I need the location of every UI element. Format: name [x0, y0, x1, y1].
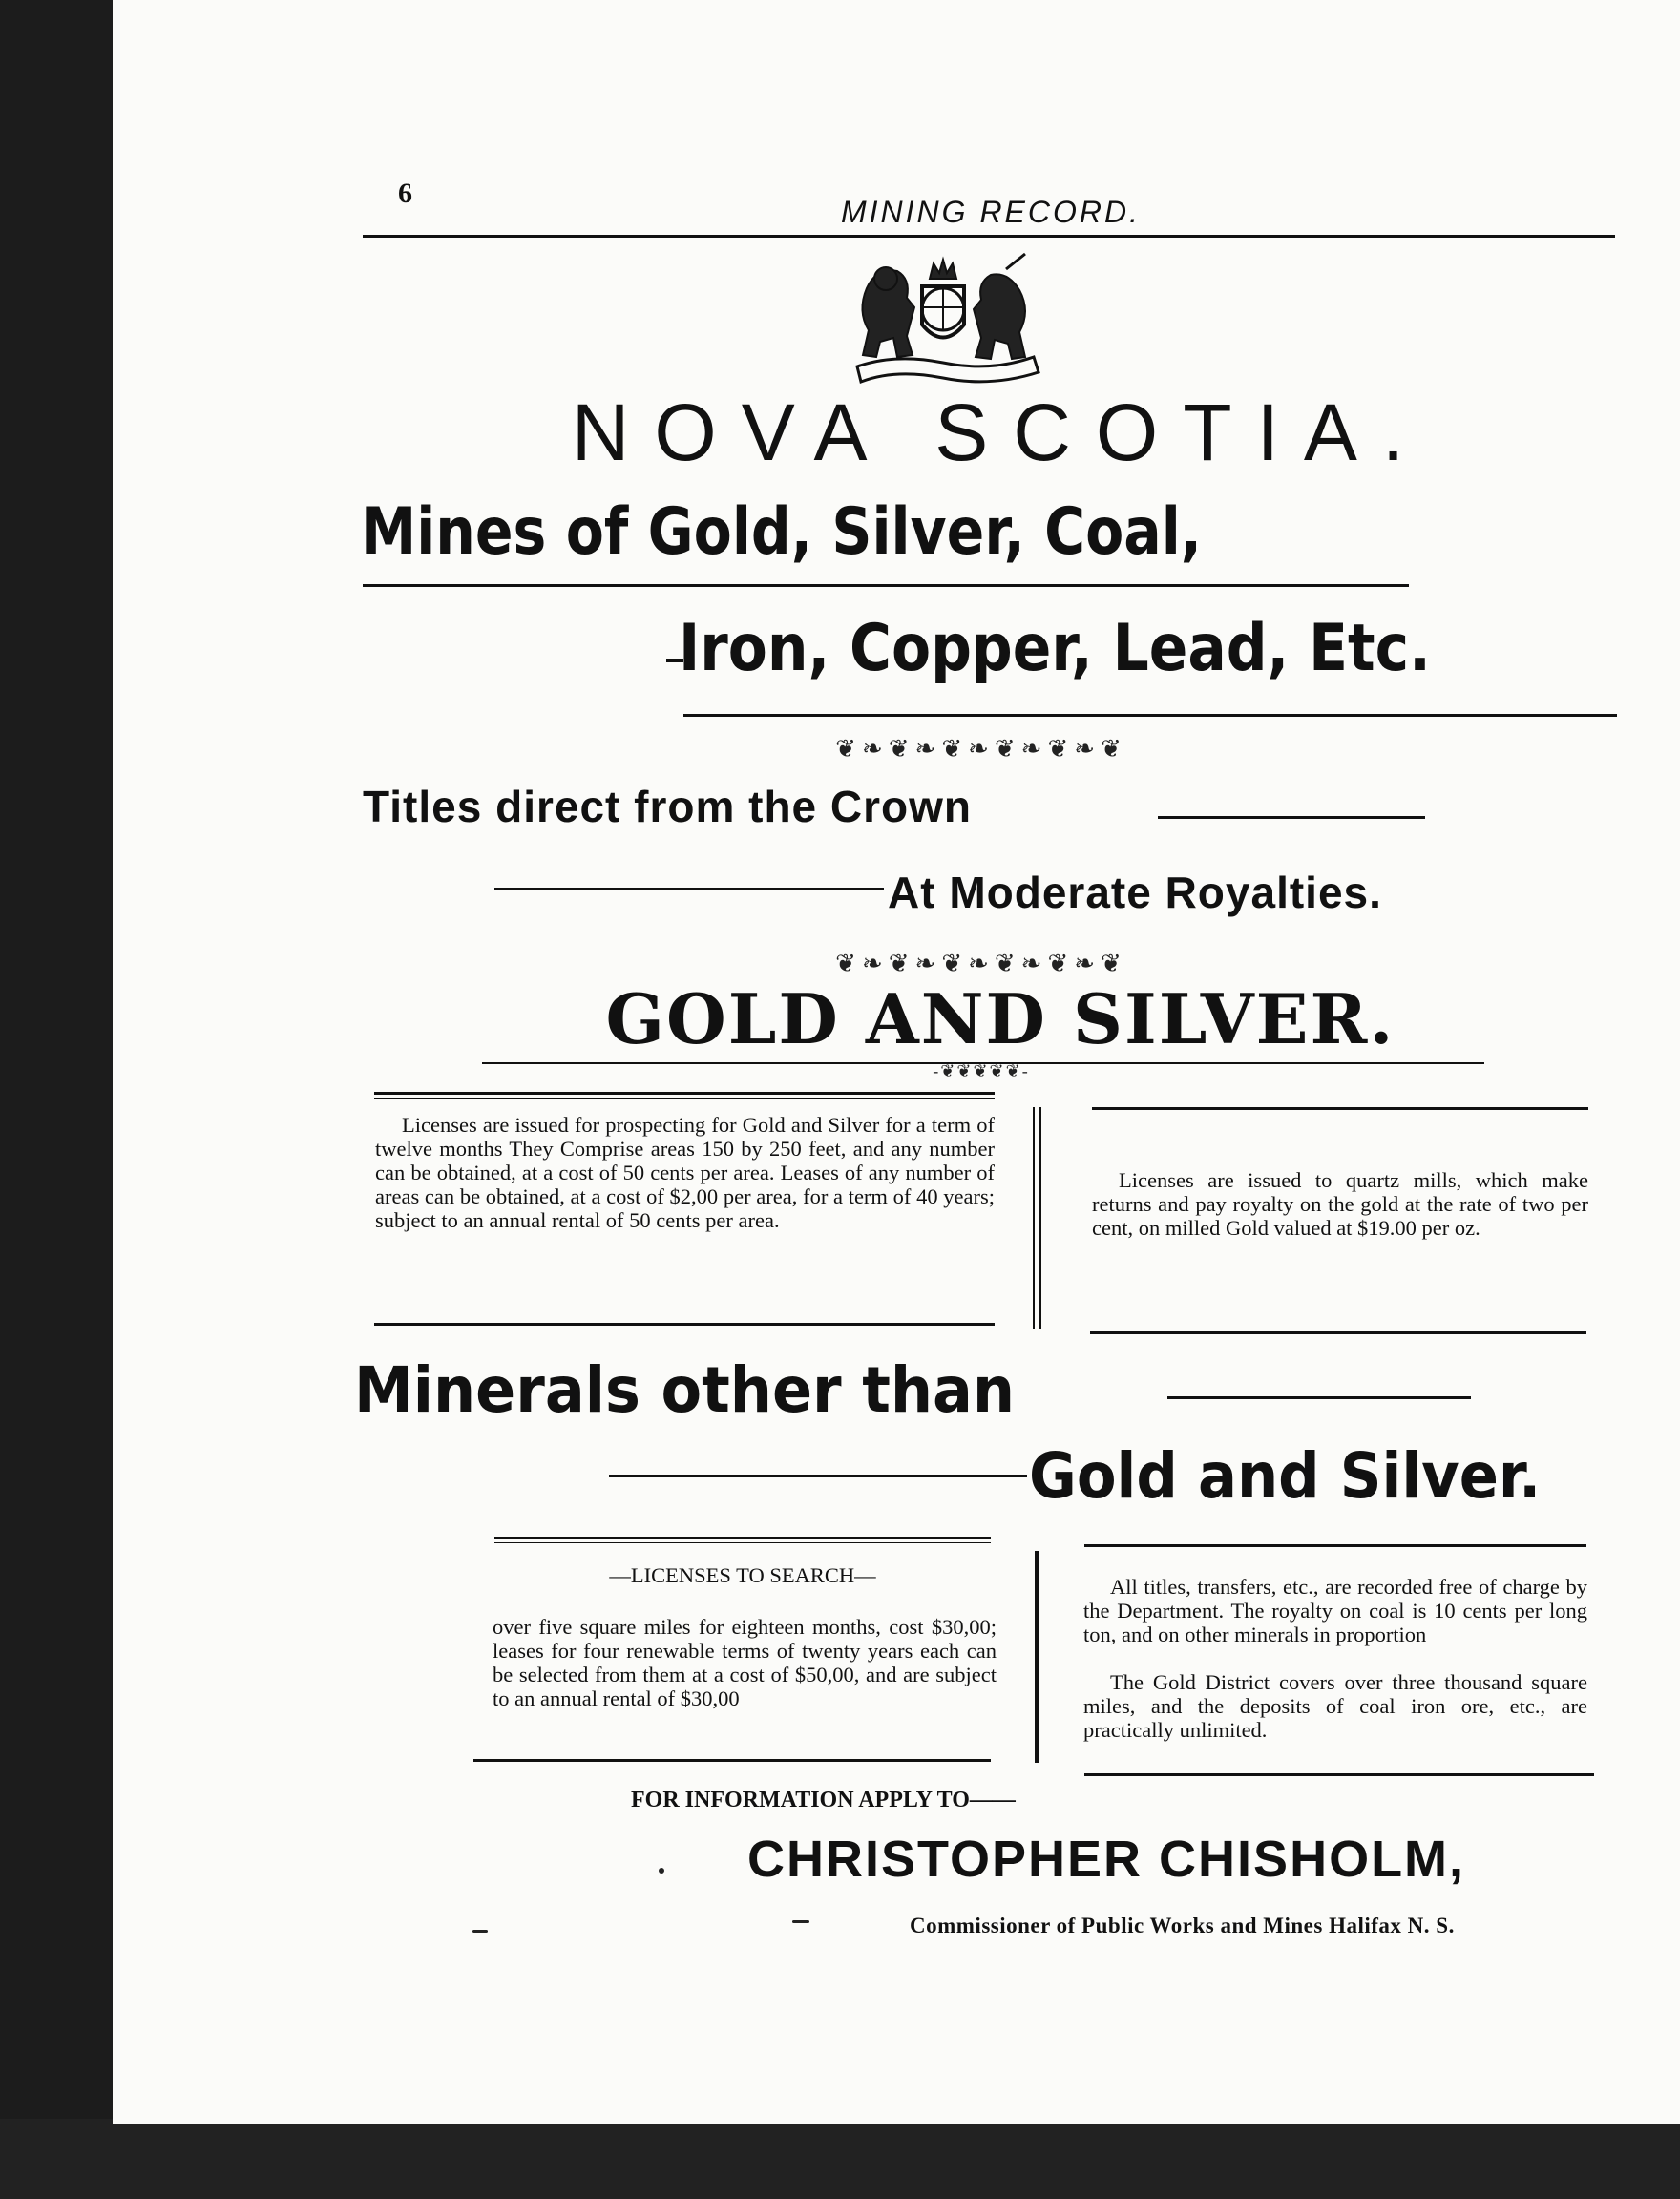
page-number: 6: [398, 178, 412, 209]
ink-mark: [792, 1920, 809, 1923]
minerals-rule-1: [1167, 1396, 1471, 1399]
headline-line-2: Iron, Copper, Lead, Etc.: [679, 611, 1431, 686]
gold-and-silver-heading: GOLD AND SILVER.: [605, 978, 1396, 1059]
minerals-right-paragraph-2: The Gold District covers over three thousand square miles, and the deposits of coal iron ore, etc., are practically unlimited.: [1083, 1670, 1587, 1742]
tagline-moderate-royalties: At Moderate Royalties.: [888, 868, 1382, 917]
scan-background-bottom: [0, 2119, 1680, 2199]
minerals-rule-2: [609, 1475, 1027, 1477]
running-head: MINING RECORD.: [841, 195, 1141, 229]
header-rule: [363, 235, 1615, 238]
gold-left-paragraph: Licenses are issued for prospecting for Gold and Silver for a term of twelve months They Comprise areas 150 by 250 feet, and any number can be obtained, at a cost of 50 cents per area. Leases of any number of areas can be obtained, at a cost of $2,00 per area, for a term of 40 years; subject to an annual rental of 50 cents per area.: [375, 1113, 995, 1232]
minerals-right-bottom-rule: [1084, 1773, 1594, 1776]
royal-coat-of-arms-icon: [838, 250, 1048, 393]
minerals-heading-line-1: Minerals other than: [354, 1353, 1016, 1427]
ornament-divider-1: ❦❧❦❧❦❧❦❧❦❧❦: [835, 735, 1127, 763]
minerals-left-bottom-rule: [473, 1759, 991, 1762]
minerals-left-top-rule-thin: [494, 1542, 991, 1543]
column-divider-1a: [1033, 1107, 1035, 1329]
document-page: [113, 0, 1680, 2124]
column-divider-1b: [1040, 1107, 1041, 1329]
column-divider-2: [1035, 1551, 1039, 1763]
headline-rule-2: [683, 714, 1617, 717]
tagline-titles-direct: Titles direct from the Crown: [363, 782, 973, 831]
gold-left-bottom-rule: [374, 1323, 995, 1326]
minerals-heading-line-2: Gold and Silver.: [1029, 1439, 1542, 1513]
headline-rule-1: [363, 584, 1409, 587]
ink-speck: [659, 1868, 664, 1874]
apply-line: FOR INFORMATION APPLY TO——: [631, 1788, 1016, 1812]
gold-left-top-rule: [374, 1092, 995, 1095]
minerals-left-paragraph: over five square miles for eighteen months, cost $30,00; leases for four renewable terms of twenty years each can be selected from them at a cost of $50,00, and are subject to an annual rental of $30,00: [493, 1615, 997, 1710]
tagline-rule-1: [1158, 816, 1425, 819]
gold-right-bottom-rule: [1090, 1331, 1586, 1334]
licenses-to-search-subheading: —LICENSES TO SEARCH—: [609, 1563, 876, 1587]
ornament-divider-2: ❦❧❦❧❦❧❦❧❦❧❦: [835, 950, 1127, 977]
title-nova-scotia: NOVA SCOTIA.: [571, 387, 1430, 477]
commissioner-title: Commissioner of Public Works and Mines Halifax N. S.: [910, 1914, 1455, 1937]
commissioner-name: CHRISTOPHER CHISHOLM,: [747, 1831, 1466, 1888]
gold-right-paragraph: Licenses are issued to quartz mills, which make returns and pay royalty on the gold at the rate of two per cent, on milled Gold valued at $19.00 per oz.: [1092, 1168, 1588, 1240]
ink-mark: [472, 1930, 488, 1933]
gold-right-top-rule: [1092, 1107, 1588, 1110]
tagline-rule-2: [494, 888, 884, 890]
gold-left-top-rule-thin: [374, 1098, 995, 1099]
minerals-right-paragraph-1: All titles, transfers, etc., are recorded free of charge by the Department. The royalty on coal is 10 cents per long ton, and on other minerals in proportion: [1083, 1575, 1587, 1646]
minerals-right-top-rule: [1084, 1544, 1586, 1547]
minerals-left-top-rule: [494, 1537, 991, 1539]
gold-heading-ornament: -❦❦❦❦❦-: [933, 1061, 1030, 1080]
headline-line-1: Mines of Gold, Silver, Coal,: [361, 494, 1202, 570]
scan-background-left: [0, 0, 113, 2199]
